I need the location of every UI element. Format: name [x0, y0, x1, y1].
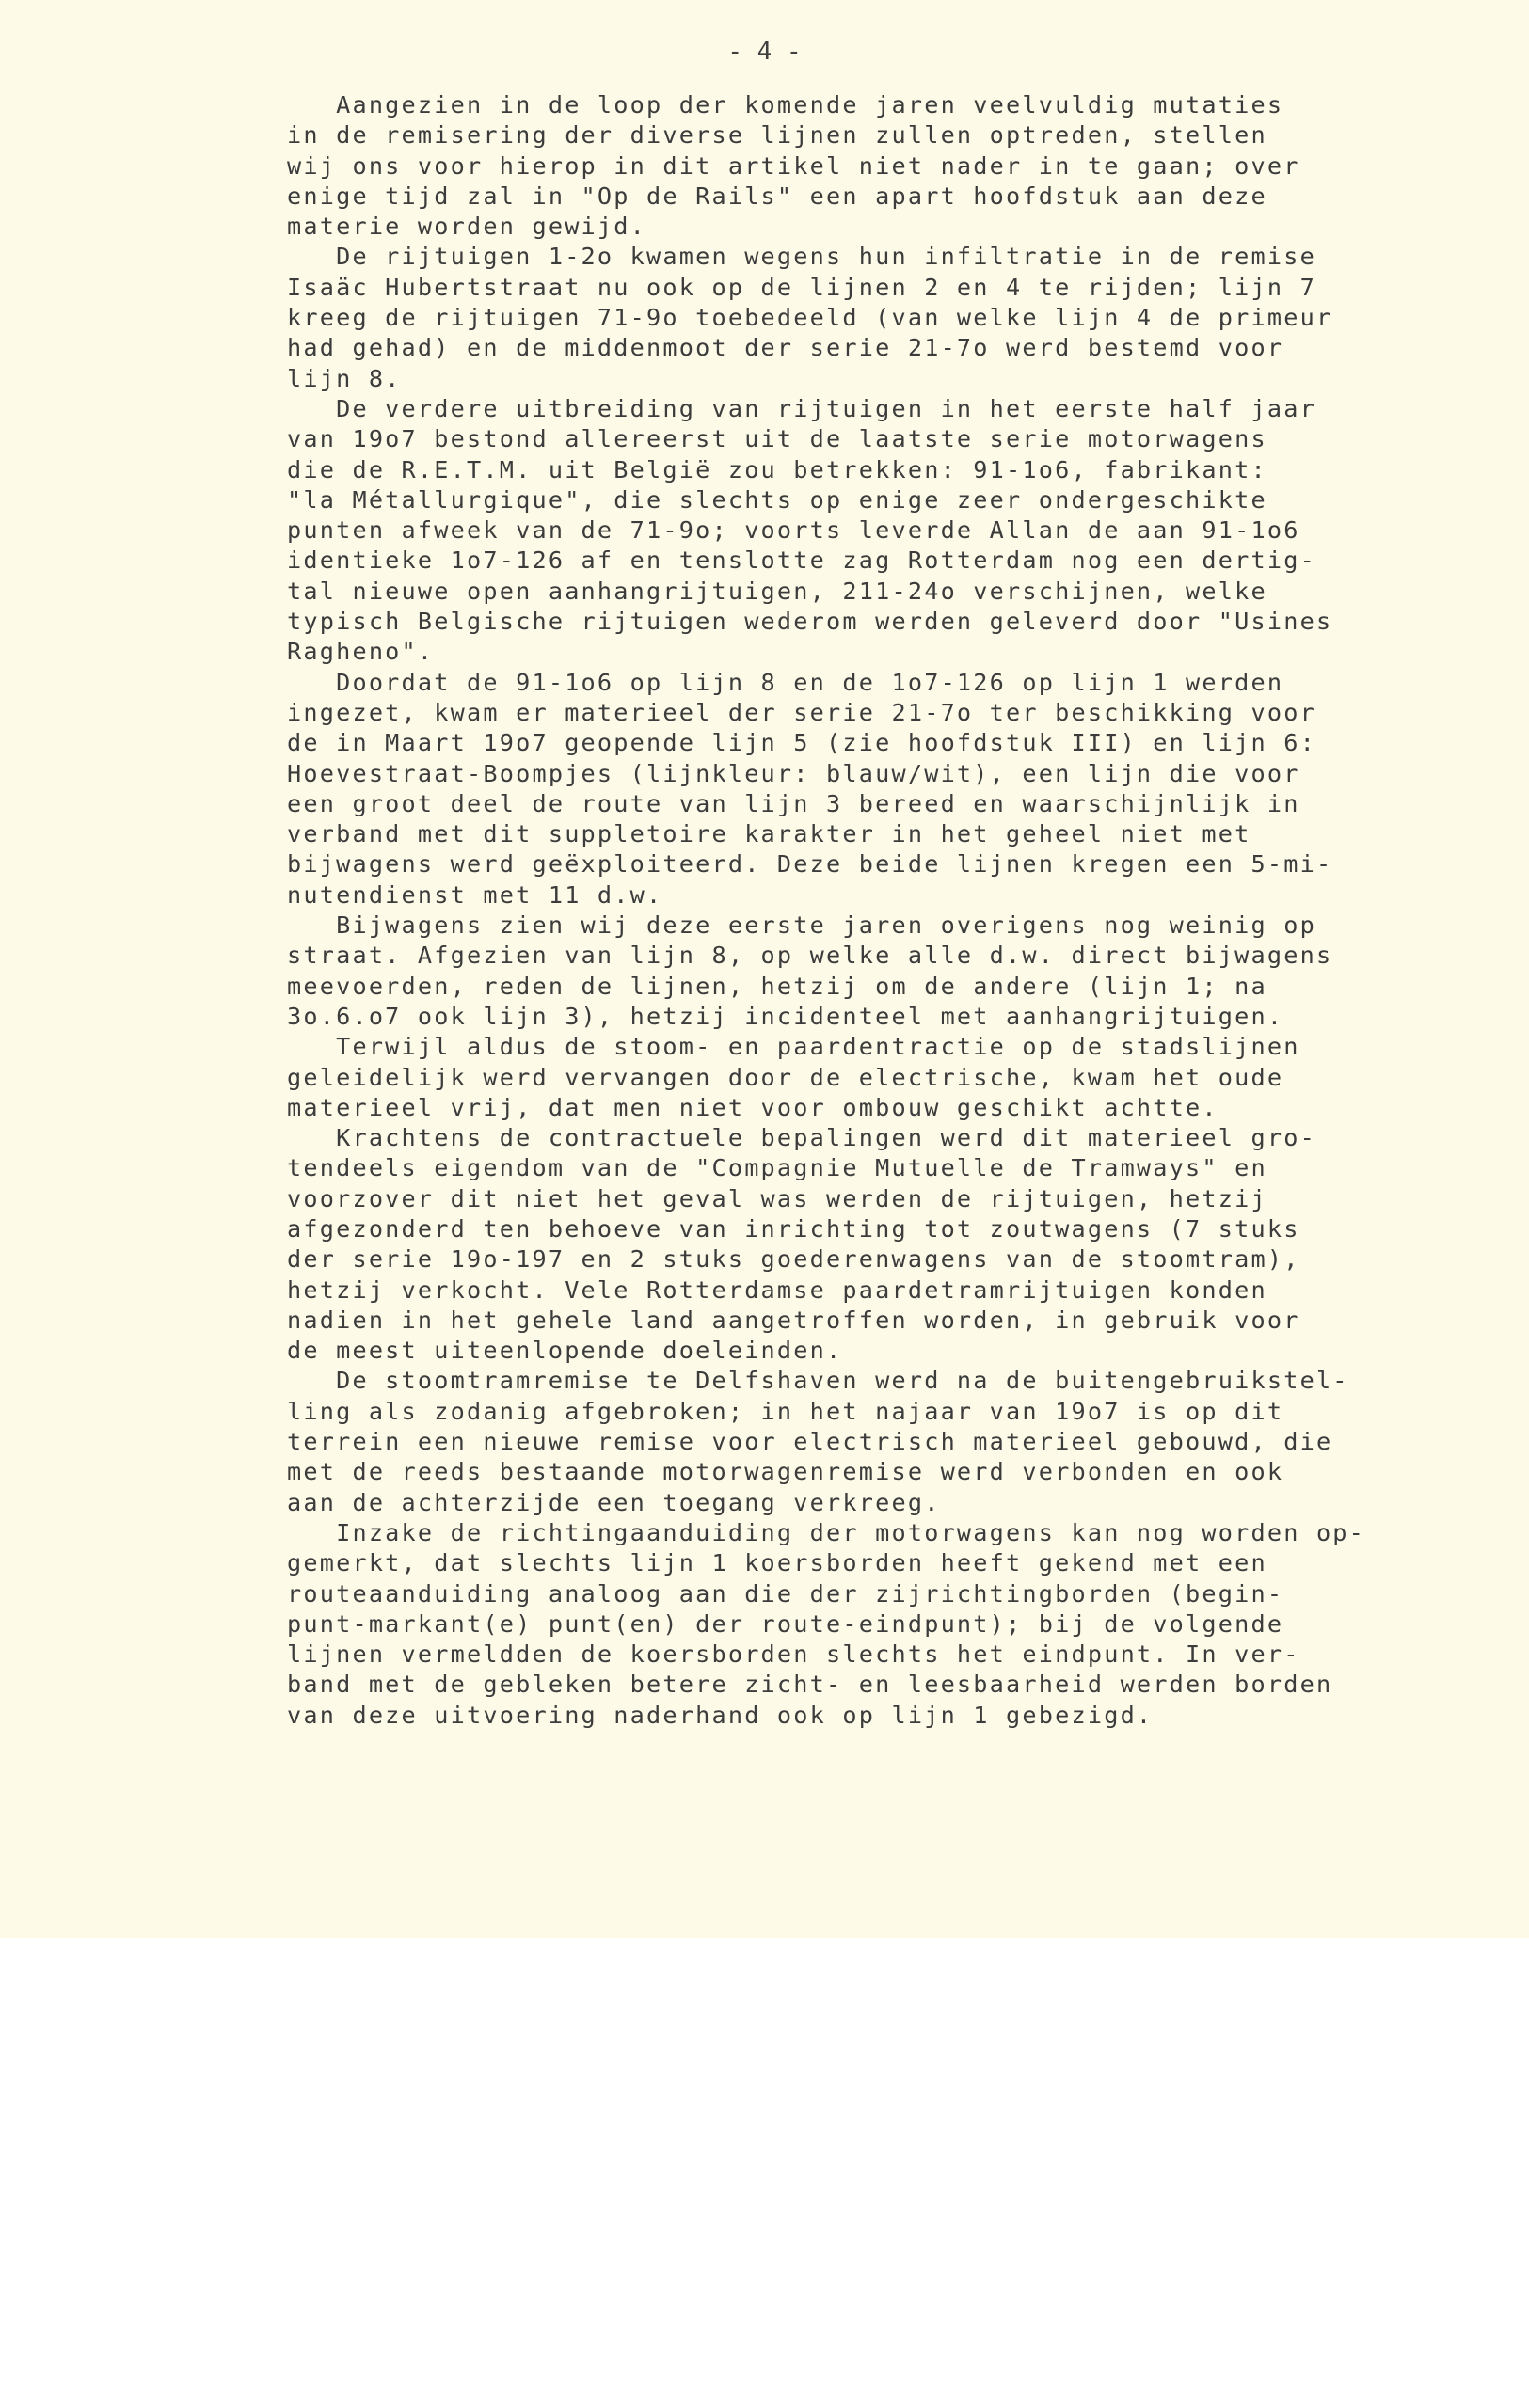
text-line: voorzover dit niet het geval was werden de rijtuigen, hetzij [287, 1184, 1267, 1212]
text-line: met de reeds bestaande motorwagenremise werd verbonden en ook [287, 1458, 1284, 1486]
text-line: in de remisering der diverse lijnen zullen optreden, stellen [287, 121, 1267, 150]
text-line: tendeels eigendom van de "Compagnie Mutuelle de Tramways" en [287, 1154, 1267, 1182]
text-line: de in Maart 19o7 geopende lijn 5 (zie hoofdstuk III) en lijn 6: [287, 729, 1316, 757]
text-line: Krachtens de contractuele bepalingen werd dit materieel gro- [287, 1124, 1316, 1152]
text-line: Hoevestraat-Boompjes (lijnkleur: blauw/wit), een lijn die voor [287, 759, 1300, 787]
text-line: Doordat de 91-1o6 op lijn 8 en de 1o7-126 op lijn 1 werden [287, 668, 1284, 696]
text-line: lijnen vermeldden de koersborden slechts het eindpunt. In ver- [287, 1640, 1300, 1669]
text-line: De stoomtramremise te Delfshaven werd na de buitengebruikstel- [287, 1367, 1349, 1395]
text-line: punten afweek van de 71-9o; voorts leverde Allan de aan 91-1o6 [287, 516, 1300, 545]
text-line: "la Métallurgique", die slechts op enige zeer ondergeschikte [287, 485, 1267, 514]
text-line: bijwagens werd geëxploiteerd. Deze beide lijnen kregen een 5-mi- [287, 850, 1333, 879]
text-line: punt-markant(e) punt(en) der route-eindpunt); bij de volgende [287, 1609, 1284, 1638]
text-line: materie worden gewijd. [287, 213, 647, 241]
text-line: wij ons voor hierop in dit artikel niet nader in te gaan; over [287, 151, 1300, 180]
text-line: tal nieuwe open aanhangrijtuigen, 211-24o verschijnen, welke [287, 577, 1267, 605]
page-number: - 4 - [727, 38, 802, 66]
text-line: Ragheno". [287, 638, 435, 666]
text-line: 3o.6.o7 ook lijn 3), hetzij incidenteel met aanhangrijtuigen. [287, 1002, 1284, 1030]
text-line: terrein een nieuwe remise voor electrisch materieel gebouwd, die [287, 1428, 1333, 1456]
text-line: typisch Belgische rijtuigen wederom werden geleverd door "Usines [287, 608, 1333, 636]
text-line: materieel vrij, dat men niet voor ombouw geschikt achtte. [287, 1093, 1218, 1121]
text-line: verband met dit suppletoire karakter in het geheel niet met [287, 820, 1251, 848]
text-line: nutendienst met 11 d.w. [287, 880, 663, 909]
text-line: lijn 8. [287, 364, 402, 392]
text-line: afgezonderd ten behoeve van inrichting tot zoutwagens (7 stuks [287, 1214, 1300, 1243]
text-line: straat. Afgezien van lijn 8, op welke alle d.w. direct bijwagens [287, 942, 1333, 970]
text-line: routeaanduiding analoog aan die der zijrichtingborden (begin- [287, 1579, 1284, 1608]
text-line: aan de achterzijde een toegang verkreeg. [287, 1488, 941, 1516]
text-line: De rijtuigen 1-2o kwamen wegens hun infiltratie in de remise [287, 243, 1316, 271]
text-line: De verdere uitbreiding van rijtuigen in het eerste half jaar [287, 394, 1316, 422]
text-line: Aangezien in de loop der komende jaren veelvuldig mutaties [287, 91, 1284, 119]
text-line: van 19o7 bestond allereerst uit de laatste serie motorwagens [287, 425, 1267, 453]
text-line: identieke 1o7-126 af en tenslotte zag Rotterdam nog een dertig- [287, 547, 1316, 575]
text-line: ling als zodanig afgebroken; in het najaar van 19o7 is op dit [287, 1397, 1284, 1425]
text-line: Isaäc Hubertstraat nu ook op de lijnen 2 en 4 te rijden; lijn 7 [287, 273, 1316, 301]
text-line: nadien in het gehele land aangetroffen worden, in gebruik voor [287, 1306, 1300, 1334]
text-line: hetzij verkocht. Vele Rotterdamse paardetramrijtuigen konden [287, 1275, 1267, 1304]
text-line: der serie 19o-197 en 2 stuks goederenwagens van de stoomtram), [287, 1245, 1300, 1274]
text-line: geleidelijk werd vervangen door de electrische, kwam het oude [287, 1063, 1284, 1091]
body-text [287, 90, 1520, 1731]
text-line: de meest uiteenlopende doeleinden. [287, 1337, 843, 1365]
text-line: ingezet, kwam er materieel der serie 21-7o ter beschikking voor [287, 698, 1316, 726]
text-line: kreeg de rijtuigen 71-9o toebedeeld (van welke lijn 4 de primeur [287, 304, 1333, 332]
text-line: Bijwagens zien wij deze eerste jaren overigens nog weinig op [287, 911, 1316, 940]
text-line: Inzake de richtingaanduiding der motorwagens kan nog worden op- [287, 1518, 1366, 1546]
text-line: die de R.E.T.M. uit België zou betrekken: 91-1o6, fabrikant: [287, 455, 1267, 483]
text-line: een groot deel de route van lijn 3 bereed en waarschijnlijk in [287, 789, 1300, 817]
text-line: had gehad) en de middenmoot der serie 21-7o werd bestemd voor [287, 334, 1284, 362]
text-line: meevoerden, reden de lijnen, hetzij om de andere (lijn 1; na [287, 972, 1267, 1000]
text-line: van deze uitvoering naderhand ook op lijn 1 gebezigd. [287, 1701, 1154, 1729]
text-line: gemerkt, dat slechts lijn 1 koersborden heeft gekend met een [287, 1549, 1267, 1577]
text-line: enige tijd zal in "Op de Rails" een apart hoofdstuk aan deze [287, 182, 1267, 210]
text-line: band met de gebleken betere zicht- en leesbaarheid werden borden [287, 1671, 1333, 1699]
text-line: Terwijl aldus de stoom- en paardentractie op de stadslijnen [287, 1033, 1300, 1061]
